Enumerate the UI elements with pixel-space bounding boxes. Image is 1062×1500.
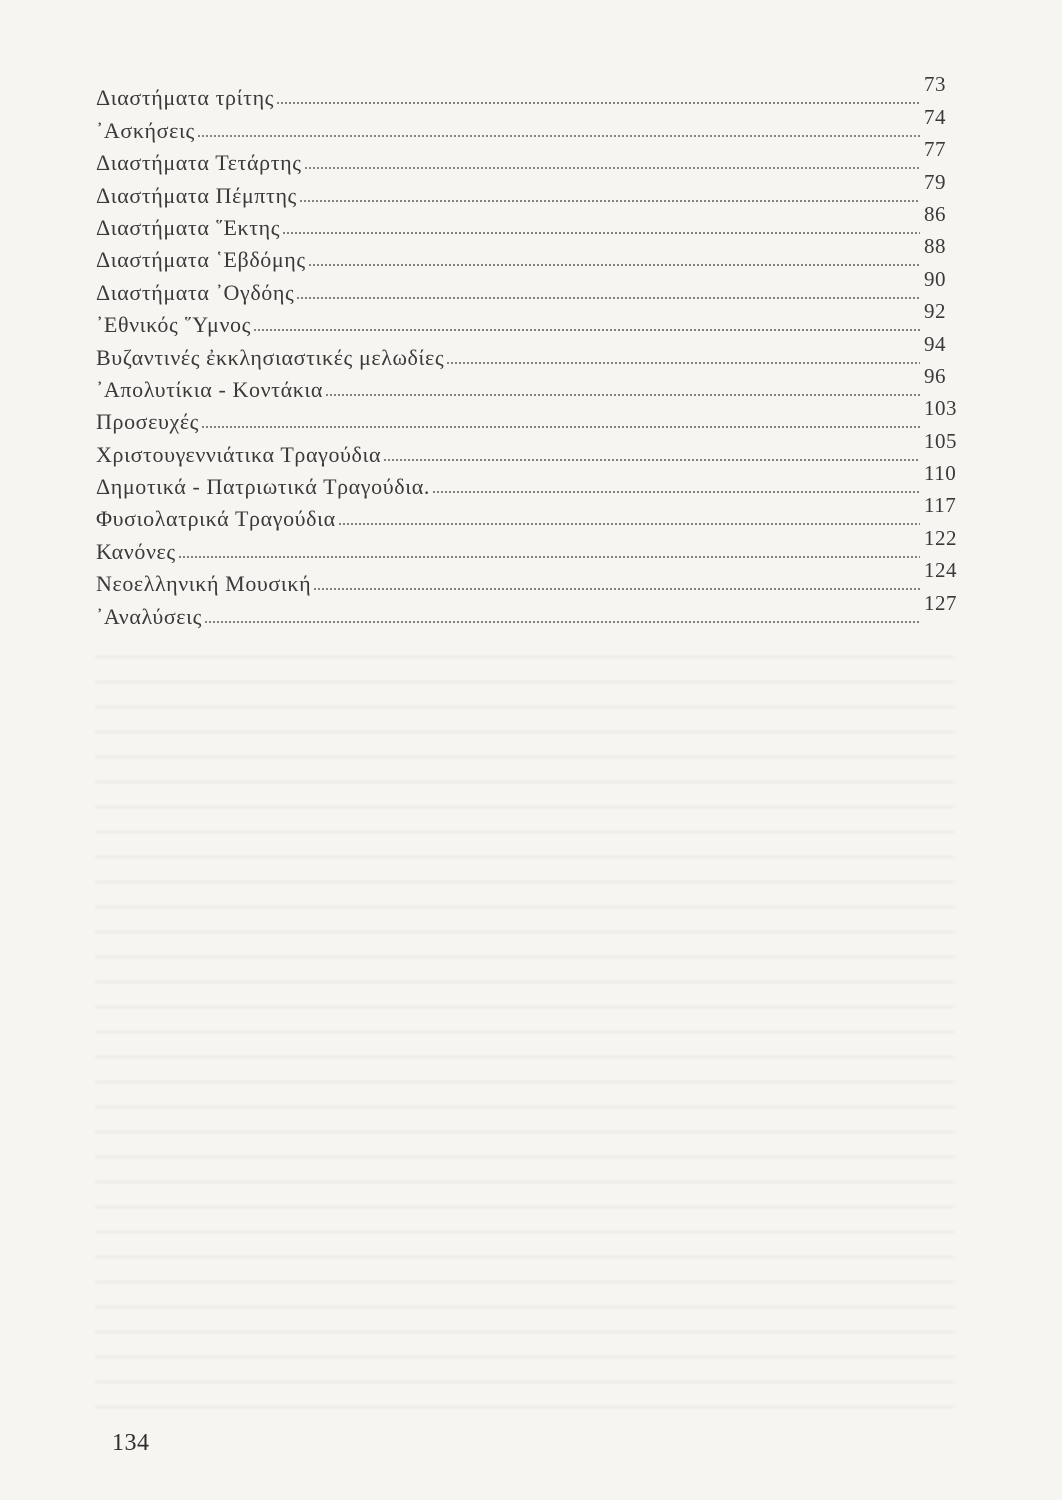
toc-entry-page: 88: [924, 234, 946, 259]
dot-leader: [299, 200, 920, 202]
toc-entry-page: 79: [924, 169, 946, 194]
toc-entry-page: 74: [924, 104, 946, 129]
dot-leader: [304, 167, 920, 169]
dot-leader: [201, 426, 920, 428]
dot-leader: [197, 135, 920, 137]
toc-entry-page: 122: [924, 525, 957, 550]
toc-entry-page: 117: [924, 493, 957, 518]
toc-entry-title: Διαστήματα ῾Εβδόμης: [96, 247, 306, 273]
toc-entry-title: Διαστήματα Τετάρτης: [96, 150, 302, 176]
toc-entry-title: ᾿Εθνικός ῞Υμνος: [96, 312, 251, 338]
dot-leader: [338, 523, 920, 525]
toc-entry-page: 127: [924, 590, 957, 615]
toc-entry-title: Νεοελληνική Μουσική: [96, 571, 312, 597]
dot-leader: [313, 588, 920, 590]
toc-entry-page: 96: [924, 363, 946, 388]
dot-leader: [446, 362, 920, 364]
dot-leader: [253, 329, 920, 331]
table-of-contents: [88, 72, 968, 629]
dot-leader: [325, 394, 920, 396]
toc-entry-title: Διαστήματα ᾿Ογδόης: [96, 279, 295, 305]
toc-entry: [88, 558, 968, 597]
toc-entry-title: ᾿Απολυτίκια - Κοντάκια: [96, 376, 324, 402]
toc-entry-title: Διαστήματα Πέμπτης: [96, 182, 297, 208]
toc-entry-page: 92: [924, 299, 946, 324]
toc-entry-page: 77: [924, 137, 946, 162]
dot-leader: [432, 491, 920, 493]
toc-entry-title: Προσευχές: [96, 409, 199, 435]
toc-entry-page: 105: [924, 428, 957, 453]
toc-entry-page: 124: [924, 558, 957, 583]
toc-entry: [88, 493, 968, 532]
toc-entry-title: Κανόνες: [96, 538, 176, 564]
dot-leader: [296, 297, 920, 299]
toc-entry: [88, 201, 968, 240]
toc-entry-page: 90: [924, 266, 946, 291]
toc-entry: [88, 331, 968, 370]
toc-entry: [88, 234, 968, 273]
toc-entry-title: Διαστήματα τρίτης: [96, 85, 274, 111]
toc-entry-title: Φυσιολατρικά Τραγούδια: [96, 506, 336, 532]
toc-entry-page: 103: [924, 396, 957, 421]
toc-entry: [88, 137, 968, 176]
toc-entry: [88, 525, 968, 564]
toc-entry: [88, 396, 968, 435]
toc-entry: [88, 363, 968, 402]
toc-entry-page: 86: [924, 201, 946, 226]
toc-entry-title: Βυζαντινές ἐκκλησιαστικές μελωδίες: [96, 344, 445, 370]
toc-entry-title: ᾿Αναλύσεις: [96, 603, 202, 629]
toc-entry: [88, 266, 968, 305]
toc-entry: [88, 299, 968, 338]
page-number: 134: [112, 1430, 150, 1456]
toc-entry: [88, 590, 968, 629]
toc-entry-title: Διαστήματα ῞Εκτης: [96, 214, 281, 240]
dot-leader: [276, 102, 920, 104]
dot-leader: [178, 556, 920, 558]
toc-entry: [88, 428, 968, 467]
toc-entry: [88, 72, 968, 111]
toc-entry: [88, 104, 968, 143]
toc-entry-title: ᾿Ασκήσεις: [96, 117, 195, 143]
bleed-through-text: [95, 640, 955, 1420]
dot-leader: [308, 264, 920, 266]
toc-entry-page: 110: [924, 461, 957, 486]
toc-entry-title: Δημοτικά - Πατριωτικά Τραγούδια.: [96, 474, 430, 500]
toc-entry: [88, 169, 968, 208]
dot-leader: [282, 232, 920, 234]
toc-entry-page: 94: [924, 331, 946, 356]
toc-entry: [88, 461, 968, 500]
dot-leader: [204, 621, 920, 623]
toc-entry-title: Χριστουγεννιάτικα Τραγούδια: [96, 441, 382, 467]
dot-leader: [383, 459, 920, 461]
toc-entry-page: 73: [924, 72, 946, 97]
